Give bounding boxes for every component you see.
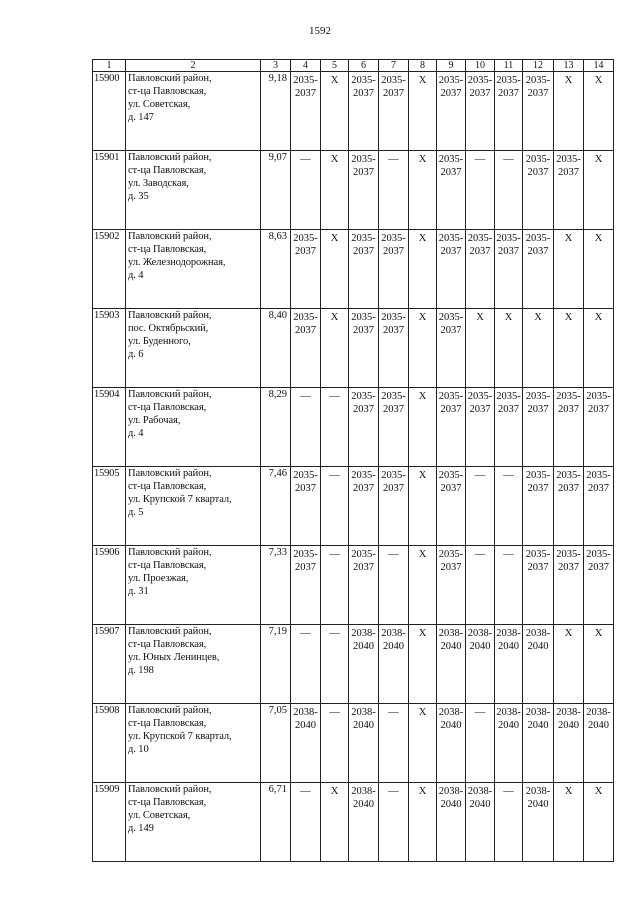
period-cell: 2035- 2037 [523,388,554,467]
column-number: 1 [93,60,126,72]
period-cell: 2038- 2040 [523,625,554,704]
address-cell [126,783,261,862]
period-cell: — [466,546,495,625]
address-cell [126,72,261,151]
address-line: ул. Заводская, [128,178,189,189]
period-cell: 2035- 2037 [495,230,523,309]
cost-cell: 7,33 [261,546,291,625]
period-cell: 2035- 2037 [523,546,554,625]
period-cell: Х [409,388,437,467]
schedule-table [92,59,614,862]
period-cell: Х [554,625,584,704]
cost-cell: 9,07 [261,151,291,230]
address-line: Павловский район, [128,310,212,321]
address-line: ст-ца Павловская, [128,639,207,650]
period-cell: 2035- 2037 [495,72,523,151]
period-cell: 2038- 2040 [523,783,554,862]
address-line: Павловский район, [128,231,212,242]
period-cell: Х [321,72,349,151]
table-row [93,151,614,230]
address-line: д. 6 [128,349,144,360]
period-cell: 2035- 2037 [349,230,379,309]
address-line: Павловский район, [128,152,212,163]
period-cell: Х [584,230,614,309]
period-cell: Х [409,151,437,230]
period-cell: — [291,151,321,230]
period-cell: — [466,151,495,230]
period-cell: Х [584,625,614,704]
period-cell: 2035- 2037 [554,467,584,546]
period-cell: 2035- 2037 [554,388,584,467]
table-row [93,72,614,151]
column-number-header [93,60,614,72]
period-cell: — [379,151,409,230]
record-number: 15902 [93,230,126,309]
period-cell: 2035- 2037 [291,467,321,546]
address-line: Павловский район, [128,468,212,479]
period-cell: — [495,783,523,862]
period-cell: 2035- 2037 [437,151,466,230]
period-cell: — [321,467,349,546]
address-line: ст-ца Павловская, [128,402,207,413]
period-cell: 2035- 2037 [349,151,379,230]
address-cell [126,388,261,467]
address-line: Павловский район, [128,784,212,795]
address-line: ст-ца Павловская, [128,165,207,176]
period-cell: — [321,704,349,783]
period-cell: — [466,704,495,783]
column-number: 14 [584,60,614,72]
table-row [93,309,614,388]
cost-cell: 9,18 [261,72,291,151]
period-cell: 2035- 2037 [523,72,554,151]
period-cell: — [321,546,349,625]
address-line: ст-ца Павловская, [128,797,207,808]
period-cell: — [495,546,523,625]
address-line: Павловский район, [128,547,212,558]
address-line: д. 198 [128,665,154,676]
period-cell: — [321,388,349,467]
address-line: д. 5 [128,507,144,518]
address-line: Павловский район, [128,389,212,400]
period-cell: Х [409,230,437,309]
address-line: ст-ца Павловская, [128,86,207,97]
table-row [93,388,614,467]
period-cell: 2038- 2040 [584,704,614,783]
period-cell: 2035- 2037 [379,230,409,309]
period-cell: 2038- 2040 [437,625,466,704]
record-number: 15909 [93,783,126,862]
period-cell: — [466,467,495,546]
period-cell: 2035- 2037 [349,388,379,467]
address-line: Павловский район, [128,705,212,716]
period-cell: Х [321,151,349,230]
address-line: ул. Буденного, [128,336,191,347]
record-number: 15904 [93,388,126,467]
period-cell: 2035- 2037 [437,72,466,151]
period-cell: Х [495,309,523,388]
period-cell: 2035- 2037 [466,230,495,309]
period-cell: 2035- 2037 [379,309,409,388]
address-line: д. 149 [128,823,154,834]
column-number: 8 [409,60,437,72]
period-cell: 2035- 2037 [554,546,584,625]
period-cell: 2035- 2037 [437,388,466,467]
period-cell: 2035- 2037 [379,72,409,151]
cost-cell: 8,29 [261,388,291,467]
period-cell: Х [321,783,349,862]
period-cell: 2038- 2040 [466,783,495,862]
address-line: д. 4 [128,270,144,281]
period-cell: 2038- 2040 [495,625,523,704]
period-cell: 2035- 2037 [437,546,466,625]
address-cell [126,625,261,704]
period-cell: 2038- 2040 [466,625,495,704]
column-number: 6 [349,60,379,72]
period-cell: — [321,625,349,704]
cost-cell: 8,63 [261,230,291,309]
period-cell: Х [409,467,437,546]
address-line: ст-ца Павловская, [128,244,207,255]
period-cell: — [495,467,523,546]
period-cell: Х [409,783,437,862]
period-cell: — [379,704,409,783]
column-number: 10 [466,60,495,72]
period-cell: 2035- 2037 [523,230,554,309]
period-cell: Х [409,309,437,388]
address-line: ул. Крупской 7 квартал, [128,731,232,742]
column-number: 2 [126,60,261,72]
period-cell: 2035- 2037 [523,467,554,546]
period-cell: Х [523,309,554,388]
record-number: 15907 [93,625,126,704]
period-cell: 2035- 2037 [437,309,466,388]
column-number: 9 [437,60,466,72]
period-cell: 2035- 2037 [554,151,584,230]
period-cell: Х [554,72,584,151]
period-cell: 2035- 2037 [291,546,321,625]
column-number: 7 [379,60,409,72]
period-cell: 2035- 2037 [379,388,409,467]
cost-cell: 8,40 [261,309,291,388]
cost-cell: 7,46 [261,467,291,546]
period-cell: 2035- 2037 [437,230,466,309]
record-number: 15901 [93,151,126,230]
period-cell: Х [584,72,614,151]
period-cell: 2035- 2037 [349,546,379,625]
column-number: 12 [523,60,554,72]
record-number: 15900 [93,72,126,151]
period-cell: 2038- 2040 [349,704,379,783]
period-cell: Х [554,783,584,862]
address-line: ул. Советская, [128,99,191,110]
period-cell: Х [321,309,349,388]
period-cell: 2035- 2037 [291,72,321,151]
period-cell: 2035- 2037 [291,309,321,388]
column-number: 13 [554,60,584,72]
period-cell: — [291,625,321,704]
period-cell: Х [409,625,437,704]
table-row [93,230,614,309]
period-cell: Х [321,230,349,309]
period-cell: — [379,546,409,625]
period-cell: 2038- 2040 [379,625,409,704]
address-line: д. 35 [128,191,149,202]
period-cell: 2038- 2040 [554,704,584,783]
period-cell: 2038- 2040 [495,704,523,783]
period-cell: Х [409,546,437,625]
period-cell: — [379,783,409,862]
address-line: ул. Рабочая, [128,415,181,426]
period-cell: 2035- 2037 [379,467,409,546]
cost-cell: 7,19 [261,625,291,704]
column-number: 3 [261,60,291,72]
period-cell: Х [409,704,437,783]
period-cell: Х [554,230,584,309]
record-number: 15908 [93,704,126,783]
period-cell: 2038- 2040 [349,625,379,704]
period-cell: Х [466,309,495,388]
address-line: д. 31 [128,586,149,597]
address-cell [126,704,261,783]
period-cell: 2038- 2040 [291,704,321,783]
period-cell: 2035- 2037 [437,467,466,546]
period-cell: 2035- 2037 [584,388,614,467]
period-cell: 2035- 2037 [495,388,523,467]
period-cell: 2035- 2037 [584,467,614,546]
table-row [93,625,614,704]
table-row [93,704,614,783]
period-cell: 2035- 2037 [584,546,614,625]
address-line: ст-ца Павловская, [128,718,207,729]
address-cell [126,546,261,625]
period-cell: 2035- 2037 [349,309,379,388]
period-cell: 2035- 2037 [523,151,554,230]
record-number: 15903 [93,309,126,388]
address-line: Павловский район, [128,626,212,637]
cost-cell: 7,05 [261,704,291,783]
period-cell: 2035- 2037 [349,467,379,546]
period-cell: 2038- 2040 [437,704,466,783]
period-cell: Х [584,151,614,230]
address-line: ст-ца Павловская, [128,481,207,492]
address-cell [126,309,261,388]
period-cell: 2038- 2040 [523,704,554,783]
record-number: 15906 [93,546,126,625]
period-cell: 2035- 2037 [349,72,379,151]
address-line: пос. Октябрьский, [128,323,209,334]
period-cell: 2038- 2040 [349,783,379,862]
cost-cell: 6,71 [261,783,291,862]
table-row [93,546,614,625]
period-cell: 2035- 2037 [466,72,495,151]
table-row [93,467,614,546]
address-line: Павловский район, [128,73,212,84]
address-line: ул. Проезжая, [128,573,189,584]
address-cell [126,151,261,230]
period-cell: — [291,388,321,467]
table-row [93,783,614,862]
period-cell: 2035- 2037 [466,388,495,467]
column-number: 4 [291,60,321,72]
address-cell [126,467,261,546]
address-line: ул. Юных Ленинцев, [128,652,220,663]
period-cell: 2035- 2037 [291,230,321,309]
period-cell: — [495,151,523,230]
address-line: ст-ца Павловская, [128,560,207,571]
address-line: ул. Железнодорожная, [128,257,226,268]
column-number: 11 [495,60,523,72]
column-number: 5 [321,60,349,72]
page-number: 1592 [309,25,331,37]
address-line: д. 10 [128,744,149,755]
period-cell: Х [554,309,584,388]
address-line: д. 4 [128,428,144,439]
period-cell: Х [584,309,614,388]
record-number: 15905 [93,467,126,546]
address-cell [126,230,261,309]
period-cell: — [291,783,321,862]
period-cell: Х [409,72,437,151]
address-line: ул. Крупской 7 квартал, [128,494,232,505]
period-cell: Х [584,783,614,862]
address-line: д. 147 [128,112,154,123]
period-cell: 2038- 2040 [437,783,466,862]
address-line: ул. Советская, [128,810,191,821]
